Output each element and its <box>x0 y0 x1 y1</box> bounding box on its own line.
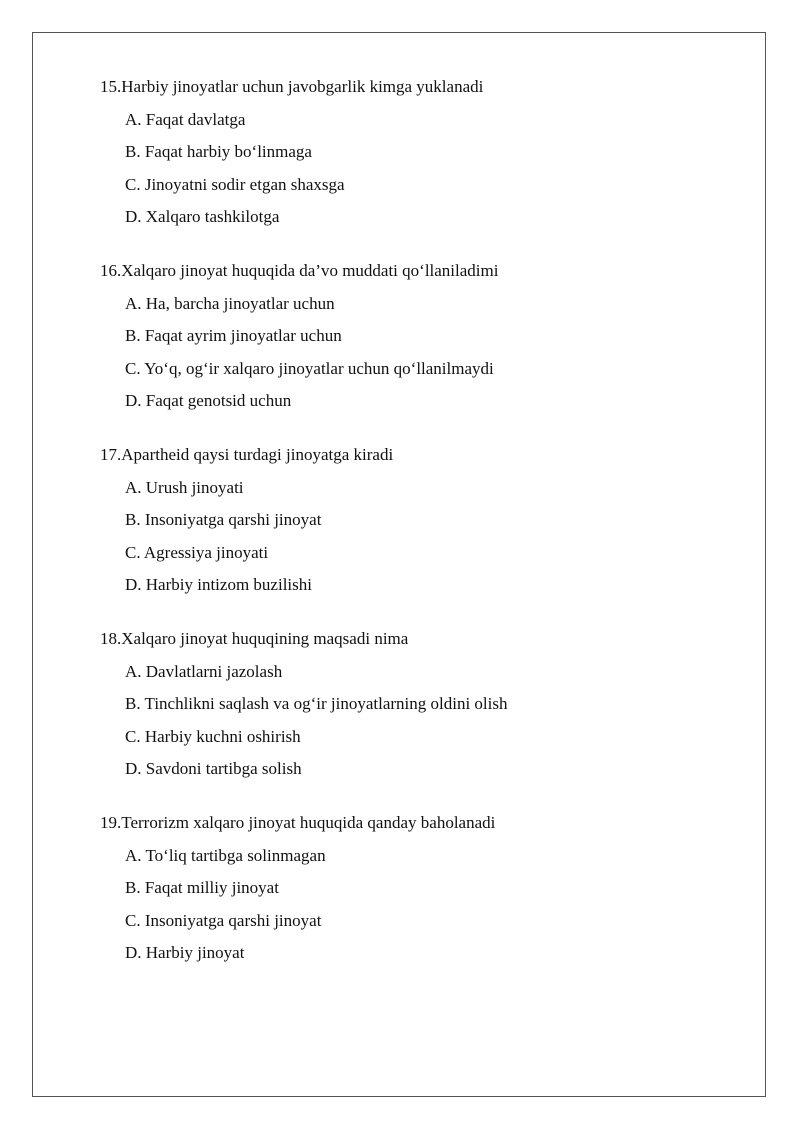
question-19 <box>100 812 720 964</box>
document-content <box>100 76 720 996</box>
question-text: Harbiy jinoyatlar uchun javobgarlik kimga yuklanadi <box>121 77 484 96</box>
answer-option-a: A. To‘liq tartibga solinmagan <box>125 845 326 865</box>
answer-option-d: D. Savdoni tartibga solish <box>125 759 302 778</box>
question-17 <box>100 444 720 596</box>
answer-option-b: B. Faqat harbiy bo‘linmaga <box>125 142 312 161</box>
answer-option-b: B. Tinchlikni saqlash va og‘ir jinoyatlarning oldini olish <box>125 694 508 713</box>
question-16 <box>100 260 720 412</box>
answer-option-d: D. Faqat genotsid uchun <box>125 391 292 410</box>
question-number: 16. <box>100 261 122 280</box>
question-text: Xalqaro jinoyat huquqining maqsadi nima <box>121 629 409 648</box>
answer-options <box>100 293 720 413</box>
answer-option-a: A. Davlatlarni jazolash <box>125 661 283 681</box>
question-title <box>100 444 720 466</box>
answer-option-a: A. Faqat davlatga <box>125 109 246 129</box>
answer-option-d: D. Harbiy jinoyat <box>125 943 245 962</box>
question-text: Apartheid qaysi turdagi jinoyatga kiradi <box>121 445 394 464</box>
answer-options <box>100 845 720 965</box>
answer-option-a: A. Ha, barcha jinoyatlar uchun <box>125 293 335 313</box>
answer-options <box>100 109 720 229</box>
answer-option-c: C. Agressiya jinoyati <box>125 542 269 562</box>
question-18 <box>100 628 720 780</box>
question-15 <box>100 76 720 228</box>
question-title <box>100 76 720 98</box>
question-title <box>100 812 720 834</box>
answer-option-c: C. Insoniyatga qarshi jinoyat <box>125 910 322 930</box>
answer-option-b: B. Faqat ayrim jinoyatlar uchun <box>125 326 342 345</box>
answer-option-c: C. Jinoyatni sodir etgan shaxsga <box>125 174 345 194</box>
answer-option-b: B. Faqat milliy jinoyat <box>125 878 279 897</box>
question-number: 15. <box>100 77 122 96</box>
answer-options <box>100 477 720 597</box>
answer-option-b: B. Insoniyatga qarshi jinoyat <box>125 510 322 529</box>
question-number: 19. <box>100 813 122 832</box>
question-title <box>100 628 720 650</box>
answer-option-d: D. Xalqaro tashkilotga <box>125 207 280 226</box>
answer-option-c: C. Yo‘q, og‘ir xalqaro jinoyatlar uchun qo‘llanilmaydi <box>125 358 494 378</box>
question-number: 17. <box>100 445 122 464</box>
answer-options <box>100 661 720 781</box>
question-text: Terrorizm xalqaro jinoyat huquqida qanday baholanadi <box>121 813 496 832</box>
answer-option-a: A. Urush jinoyati <box>125 477 244 497</box>
question-number: 18. <box>100 629 122 648</box>
answer-option-c: C. Harbiy kuchni oshirish <box>125 726 301 746</box>
question-text: Xalqaro jinoyat huquqida da’vo muddati qo‘llaniladimi <box>121 261 499 280</box>
question-title <box>100 260 720 282</box>
answer-option-d: D. Harbiy intizom buzilishi <box>125 575 312 594</box>
